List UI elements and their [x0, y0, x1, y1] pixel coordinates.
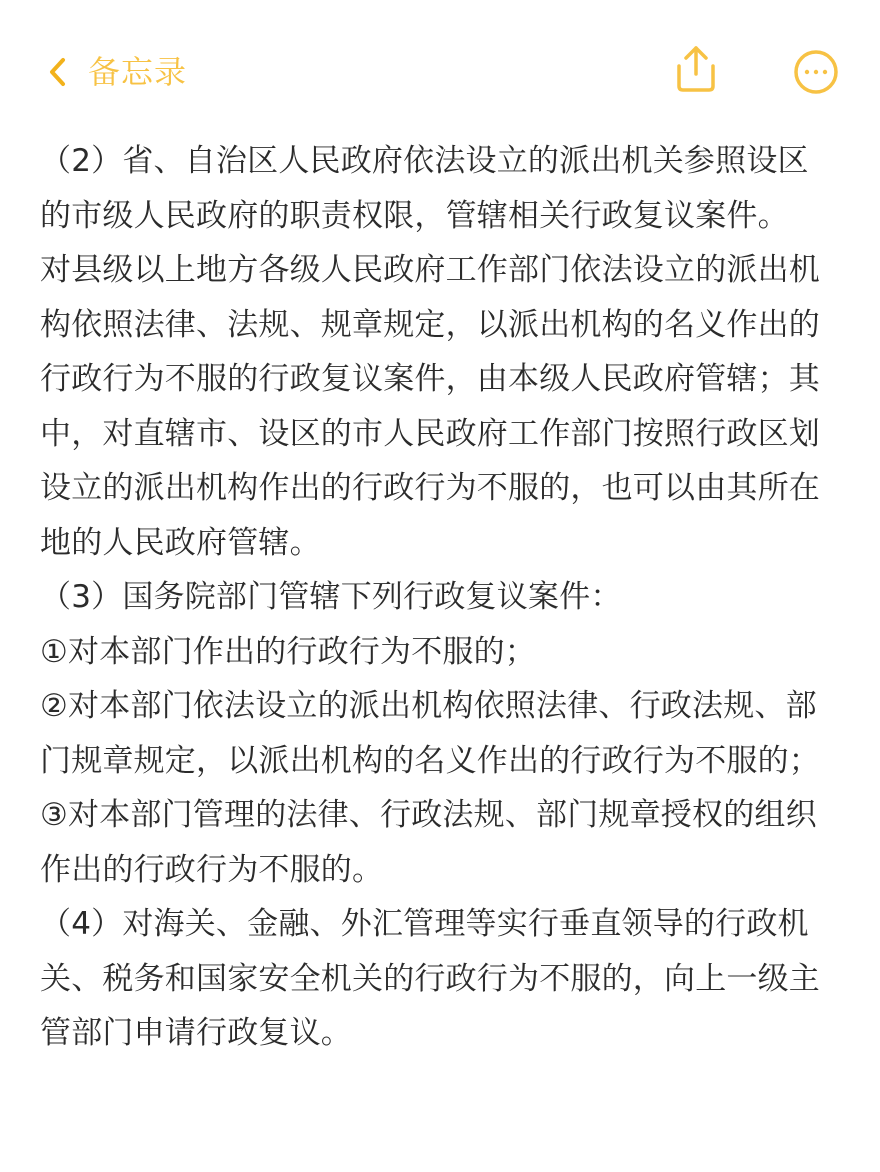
- note-line: 行政行为不服的行政复议案件，由本级人民政府管辖；其: [40, 361, 820, 397]
- share-button[interactable]: [674, 44, 718, 94]
- share-icon: [674, 79, 718, 98]
- note-line: （3）国务院部门管辖下列行政复议案件：: [40, 579, 622, 615]
- note-line: 中，对直辖市、设区的市人民政府工作部门按照行政区划: [40, 415, 820, 452]
- back-label: 备忘录: [88, 53, 188, 91]
- back-button[interactable]: [48, 48, 187, 96]
- note-line: （4）对海关、金融、外汇管理等实行垂直领导的行政机: [40, 906, 809, 942]
- note-body[interactable]: [40, 134, 840, 1061]
- note-line: 的市级人民政府的职责权限，管辖相关行政复议案件。: [40, 197, 789, 234]
- note-line: ①对本部门作出的行政行为不服的；: [40, 633, 536, 670]
- note-line: 门规章规定，以派出机构的名义作出的行政行为不服的；: [40, 742, 820, 779]
- note-line: 设立的派出机构作出的行政行为不服的，也可以由其所在: [40, 470, 820, 506]
- note-line: ②对本部门依法设立的派出机构依照法律、行政法规、部: [40, 688, 817, 724]
- chevron-left-icon: [48, 57, 66, 87]
- note-line: 构依照法律、法规、规章规定，以派出机构的名义作出的: [40, 306, 820, 343]
- note-line: 作出的行政行为不服的。: [40, 851, 384, 888]
- note-line: 对县级以上地方各级人民政府工作部门依法设立的派出机: [40, 252, 820, 288]
- note-line: 管部门申请行政复议。: [40, 1015, 352, 1051]
- more-circle-icon: [792, 81, 840, 100]
- navigation-bar: [0, 40, 880, 104]
- note-line: 地的人民政府管辖。: [40, 524, 321, 561]
- note-line: 关、税务和国家安全机关的行政行为不服的，向上一级主: [40, 960, 820, 997]
- note-line: ③对本部门管理的法律、行政法规、部门规章授权的组织: [40, 797, 817, 833]
- note-line: （2）省、自治区人民政府依法设立的派出机关参照设区: [40, 143, 809, 179]
- more-button[interactable]: [792, 48, 840, 96]
